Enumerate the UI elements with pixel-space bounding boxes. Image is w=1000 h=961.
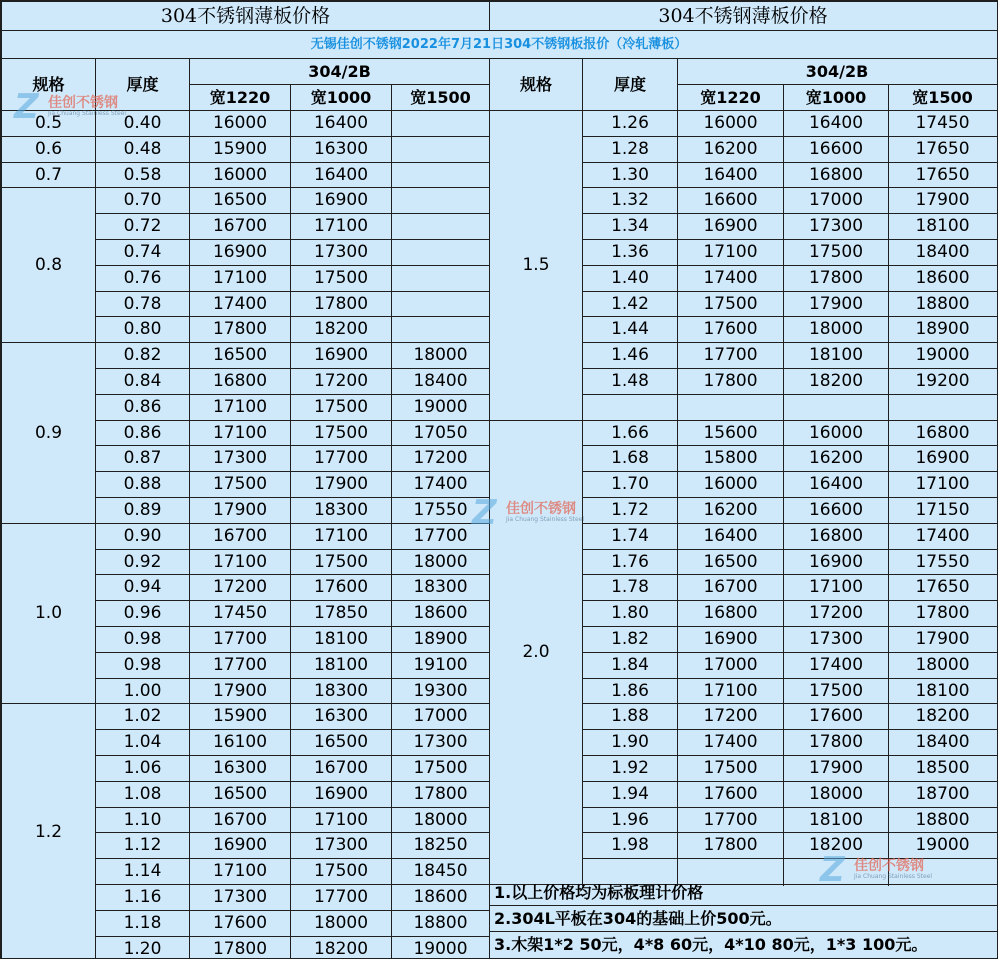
right-width-1220-cell: 17500 (703, 758, 758, 778)
right-width-1000-cell: 17900 (808, 293, 864, 314)
left-width-1500-cell (392, 163, 489, 187)
right-width-1500-cell: 17650 (915, 577, 970, 597)
right-thickness-cell: 1.66 (611, 422, 649, 443)
right-width-1000-cell: 17300 (808, 216, 864, 236)
right-width-1000-cell: 16900 (808, 551, 864, 572)
right-width-1220-cell: 17600 (703, 319, 758, 339)
left-width-1220-cell: 17700 (212, 629, 268, 649)
left-thickness-cell: 0.80 (123, 319, 162, 339)
right-width-1500-cell: 17650 (915, 139, 970, 159)
left-width-1000-cell: 17600 (313, 577, 369, 597)
right-thickness-cell: 1.32 (611, 190, 649, 210)
right-thickness-cell: 1.72 (611, 500, 649, 520)
watermark-z-icon: Z (14, 87, 39, 127)
right-thickness-cell: 1.48 (611, 371, 649, 391)
grid-line-h (0, 58, 998, 59)
left-width-1220-cell: 17100 (212, 551, 268, 572)
right-width-1500-cell: 16900 (915, 448, 970, 468)
left-width-1220-cell: 16500 (212, 345, 268, 365)
right-width-1000-cell: 17300 (808, 629, 864, 649)
grid-line-v (997, 0, 998, 959)
left-thickness-cell: 0.48 (123, 139, 162, 159)
left-thickness-cell: 0.90 (123, 526, 162, 546)
left-thickness-cell: 1.08 (123, 784, 162, 804)
left-width-1500-cell: 17500 (413, 758, 468, 778)
left-thickness-cell: 1.12 (123, 835, 162, 855)
left-thickness-cell: 0.87 (123, 448, 162, 468)
left-width-1220-cell: 15900 (212, 139, 268, 159)
left-width-1000-cell: 17500 (313, 422, 369, 443)
watermark-text: 佳创不锈钢 (506, 501, 576, 517)
right-width-1000-cell: 17500 (808, 242, 864, 262)
left-width-1000-cell: 16400 (313, 113, 369, 133)
grid-line-h (678, 84, 998, 85)
left-width-1500-cell: 19300 (413, 680, 468, 701)
right-width-1500-cell: 17900 (915, 190, 970, 210)
left-thickness-cell: 0.92 (123, 551, 162, 572)
right-thickness-cell: 1.28 (611, 139, 649, 159)
right-width-1000-cell (784, 395, 888, 420)
right-width-1500-cell: 19200 (915, 371, 970, 391)
right-thickness-cell: 1.42 (611, 293, 649, 314)
note-1: 1.以上价格均为标板理计价格 (494, 882, 704, 902)
left-width-1220-cell: 17700 (212, 655, 268, 675)
left-width-1000-cell: 18100 (313, 629, 369, 649)
left-width-1500-cell: 18900 (413, 629, 468, 649)
right-width-1500-cell: 18400 (915, 732, 970, 752)
right-header-grade: 304/2B (805, 61, 869, 81)
right-width-1500-cell: 18800 (915, 293, 970, 314)
right-width-1220-cell: 16600 (703, 190, 758, 210)
quote-subtitle: 无锡佳创不锈钢2022年7月21日304不锈钢板报价（冷轧薄板） (310, 37, 688, 52)
right-width-1500-cell: 18900 (915, 319, 970, 339)
right-width-1500-cell: 18400 (915, 242, 970, 262)
right-header-width-1500: 宽1500 (912, 87, 973, 107)
right-width-1220-cell: 17700 (703, 809, 758, 830)
right-thickness-cell: 1.46 (611, 345, 649, 365)
right-width-1500-cell: 18700 (915, 784, 970, 804)
grid-line-v (489, 0, 490, 31)
right-width-1220-cell: 16000 (703, 474, 758, 494)
right-thickness-cell: 1.88 (611, 706, 649, 726)
left-thickness-cell: 1.00 (123, 680, 162, 701)
left-thickness-cell: 1.04 (123, 732, 162, 752)
left-spec-cell: 0.5 (34, 113, 63, 133)
right-width-1220-cell: 17600 (703, 784, 758, 804)
left-width-1500-cell (392, 214, 489, 239)
left-width-1220-cell: 16100 (212, 732, 268, 752)
watermark-text: 佳创不锈钢 (854, 858, 924, 874)
right-header-width-1220: 宽1220 (700, 87, 761, 107)
right-width-1000-cell: 16000 (808, 422, 864, 443)
right-thickness-cell: 1.26 (611, 113, 649, 133)
left-width-1500-cell: 17550 (413, 500, 468, 520)
left-width-1000-cell: 17500 (313, 397, 369, 417)
left-thickness-cell: 0.86 (123, 422, 162, 443)
left-width-1220-cell: 17900 (212, 680, 268, 701)
left-width-1500-cell: 18400 (413, 371, 468, 391)
left-thickness-cell: 0.58 (123, 164, 162, 185)
note-2: 2.304L平板在304的基础上价500元。 (494, 908, 782, 928)
left-thickness-cell: 0.76 (123, 268, 162, 288)
right-width-1220-cell: 17100 (703, 680, 758, 701)
left-width-1500-cell: 18600 (413, 887, 468, 907)
right-thickness-cell: 1.86 (611, 680, 649, 701)
left-width-1220-cell: 16000 (212, 113, 268, 133)
right-width-1500-cell: 18100 (915, 216, 970, 236)
left-width-1220-cell: 16700 (212, 809, 268, 830)
right-width-1500-cell: 17100 (915, 474, 970, 494)
right-width-1220-cell: 17400 (703, 732, 758, 752)
right-width-1220-cell: 16200 (703, 139, 758, 159)
right-spec-cell: 1.5 (522, 255, 550, 275)
left-width-1000-cell: 16400 (313, 164, 369, 185)
right-width-1220-cell: 16900 (703, 629, 758, 649)
left-width-1500-cell (392, 111, 489, 136)
left-width-1220-cell: 17100 (212, 397, 268, 417)
left-thickness-cell: 0.88 (123, 474, 162, 494)
right-width-1500-cell: 17900 (915, 629, 970, 649)
left-width-1220-cell: 17100 (212, 422, 268, 443)
left-thickness-cell: 0.86 (123, 397, 162, 417)
right-width-1220-cell: 17700 (703, 345, 758, 365)
right-thickness-cell: 1.44 (611, 319, 649, 339)
left-width-1500-cell (392, 240, 489, 265)
left-width-1500-cell: 18600 (413, 603, 468, 623)
right-width-1220-cell: 16000 (703, 113, 758, 133)
left-width-1500-cell: 19100 (413, 655, 468, 675)
right-header-spec: 规格 (519, 74, 552, 94)
left-width-1220-cell: 16800 (212, 371, 268, 391)
right-header-thickness: 厚度 (613, 74, 646, 94)
left-width-1220-cell: 17300 (212, 448, 268, 468)
grid-line-h (0, 1, 998, 2)
watermark-subtext: Jia Chuang Stainless Steel (854, 873, 933, 880)
right-width-1000-cell: 18000 (808, 784, 864, 804)
right-width-1220-cell: 17200 (703, 706, 758, 726)
right-width-1500-cell: 17550 (915, 551, 970, 572)
left-width-1000-cell: 17100 (313, 526, 369, 546)
right-thickness-cell: 1.40 (611, 268, 649, 288)
left-spec-cell: 1.0 (34, 603, 63, 623)
right-width-1220-cell: 16500 (703, 551, 758, 572)
right-width-1500-cell: 19000 (915, 345, 970, 365)
left-width-1000-cell: 17500 (313, 551, 369, 572)
right-width-1500-cell: 17400 (915, 526, 970, 546)
left-thickness-cell: 0.89 (123, 500, 162, 520)
right-thickness-cell: 1.36 (611, 242, 649, 262)
right-width-1000-cell: 17000 (808, 190, 864, 210)
right-width-1500-cell: 17650 (915, 164, 970, 185)
right-thickness-cell: 1.34 (611, 216, 649, 236)
right-width-1220-cell: 16200 (703, 500, 758, 520)
right-width-1220-cell: 16400 (703, 164, 758, 185)
left-width-1500-cell: 17000 (413, 706, 468, 726)
watermark-z-icon: Z (820, 850, 845, 890)
right-width-1000-cell: 16600 (808, 139, 864, 159)
right-width-1000-cell: 16800 (808, 164, 864, 185)
left-width-1220-cell: 15900 (212, 706, 268, 726)
left-width-1500-cell: 18000 (413, 809, 468, 830)
watermark-subtext: Jia Chuang Stainless Steel (48, 110, 127, 117)
left-width-1000-cell: 17300 (313, 242, 369, 262)
right-width-1000-cell: 16800 (808, 526, 864, 546)
left-width-1220-cell: 17600 (212, 913, 268, 933)
right-thickness-cell: 1.80 (611, 603, 649, 623)
right-width-1000-cell: 18000 (808, 319, 864, 339)
left-width-1220-cell: 16900 (212, 242, 268, 262)
left-width-1500-cell (392, 266, 489, 291)
left-width-1220-cell: 16700 (212, 216, 268, 236)
left-width-1500-cell: 18300 (413, 577, 468, 597)
left-width-1000-cell: 16500 (313, 732, 369, 752)
left-width-1000-cell: 17100 (313, 216, 369, 236)
left-width-1220-cell: 16300 (212, 758, 268, 778)
left-width-1000-cell: 16900 (313, 784, 369, 804)
left-thickness-cell: 0.84 (123, 371, 162, 391)
left-width-1500-cell (392, 317, 489, 342)
left-width-1220-cell: 17200 (212, 577, 268, 597)
left-width-1500-cell: 18450 (413, 861, 468, 881)
left-header-width-1500: 宽1500 (410, 87, 471, 107)
left-width-1220-cell: 16000 (212, 164, 268, 185)
left-width-1500-cell (392, 188, 489, 213)
right-width-1220-cell: 17100 (703, 242, 758, 262)
right-width-1000-cell: 17600 (808, 706, 864, 726)
grid-line-h (0, 30, 998, 31)
right-width-1220-cell (678, 395, 783, 420)
left-header-width-1000: 宽1000 (310, 87, 372, 107)
left-width-1500-cell: 18800 (413, 913, 468, 933)
left-width-1000-cell: 16900 (313, 190, 369, 210)
right-width-1500-cell: 19000 (915, 835, 970, 855)
note-3: 3.木架1*2 50元，4*8 60元，4*10 80元，1*3 100元。 (494, 934, 928, 954)
grid-line-h (190, 84, 490, 85)
right-width-1500-cell: 17800 (915, 603, 970, 623)
left-table-title: 304不锈钢薄板价格 (160, 4, 331, 27)
right-width-1000-cell: 16600 (808, 500, 864, 520)
left-width-1220-cell: 17100 (212, 268, 268, 288)
left-header-grade: 304/2B (308, 61, 371, 81)
left-width-1500-cell: 17200 (413, 448, 468, 468)
right-width-1000-cell: 16400 (808, 113, 864, 133)
left-width-1220-cell: 16500 (212, 784, 268, 804)
right-width-1000-cell: 17800 (808, 268, 864, 288)
left-width-1000-cell: 18300 (313, 500, 369, 520)
right-header-width-1000: 宽1000 (805, 87, 867, 107)
right-thickness-cell: 1.96 (611, 809, 649, 830)
left-width-1000-cell: 18300 (313, 680, 369, 701)
left-width-1000-cell: 17200 (313, 371, 369, 391)
left-thickness-cell: 0.74 (123, 242, 162, 262)
right-width-1000-cell: 18100 (808, 809, 864, 830)
right-width-1000-cell: 17400 (808, 655, 864, 675)
right-width-1500-cell: 17150 (915, 500, 970, 520)
watermark-text: 佳创不锈钢 (48, 95, 118, 111)
right-thickness-cell: 1.94 (611, 784, 649, 804)
left-thickness-cell: 0.96 (123, 603, 162, 623)
left-width-1500-cell: 19000 (413, 397, 468, 417)
right-width-1000-cell: 17200 (808, 603, 864, 623)
right-thickness-cell (583, 395, 677, 420)
right-width-1500-cell: 18500 (915, 758, 970, 778)
right-thickness-cell: 1.92 (611, 758, 649, 778)
left-width-1000-cell: 17500 (313, 861, 369, 881)
left-width-1220-cell: 17900 (212, 500, 268, 520)
left-width-1000-cell: 18100 (313, 655, 369, 675)
left-width-1500-cell: 17800 (413, 784, 468, 804)
right-thickness-cell: 1.98 (611, 835, 649, 855)
right-width-1000-cell: 17800 (808, 732, 864, 752)
right-width-1220-cell: 15800 (703, 448, 758, 468)
left-thickness-cell: 0.40 (123, 113, 162, 133)
left-width-1220-cell: 17450 (212, 603, 268, 623)
right-width-1000-cell: 17900 (808, 758, 864, 778)
left-width-1500-cell: 18000 (413, 551, 468, 572)
right-thickness-cell: 1.68 (611, 448, 649, 468)
right-width-1220-cell: 16800 (703, 603, 758, 623)
left-thickness-cell: 1.02 (123, 706, 162, 726)
right-width-1500-cell: 17450 (915, 113, 970, 133)
right-width-1220-cell: 17500 (703, 293, 758, 314)
left-spec-cell: 0.9 (34, 422, 63, 443)
left-width-1220-cell: 16500 (212, 190, 268, 210)
right-width-1000-cell: 18100 (808, 345, 864, 365)
left-header-spec: 规格 (32, 74, 65, 94)
left-width-1000-cell: 17100 (313, 809, 369, 830)
right-width-1220-cell: 17800 (703, 371, 758, 391)
left-width-1220-cell: 17400 (212, 293, 268, 314)
left-width-1220-cell: 16900 (212, 835, 268, 855)
left-thickness-cell: 1.14 (123, 861, 162, 881)
left-width-1500-cell: 18000 (413, 345, 468, 365)
right-thickness-cell: 1.76 (611, 551, 649, 572)
right-width-1220-cell: 16700 (703, 577, 758, 597)
right-width-1500-cell: 18800 (915, 809, 970, 830)
right-thickness-cell: 1.70 (611, 474, 649, 494)
right-width-1220-cell: 16400 (703, 526, 758, 546)
left-thickness-cell: 0.98 (123, 629, 162, 649)
right-width-1000-cell: 17500 (808, 680, 864, 701)
left-width-1000-cell: 16900 (313, 345, 369, 365)
left-width-1500-cell: 17400 (413, 474, 468, 494)
left-width-1000-cell: 17300 (313, 835, 369, 855)
right-width-1000-cell: 18200 (808, 835, 864, 855)
left-thickness-cell: 1.18 (123, 913, 162, 933)
left-width-1000-cell: 17700 (313, 887, 369, 907)
left-width-1000-cell: 18000 (313, 913, 369, 933)
left-width-1220-cell: 17800 (212, 938, 268, 959)
left-width-1220-cell: 17500 (212, 474, 268, 494)
left-width-1500-cell: 19000 (413, 938, 468, 959)
right-width-1500-cell: 18000 (915, 655, 970, 675)
right-width-1500-cell: 18600 (915, 268, 970, 288)
right-width-1220-cell: 16900 (703, 216, 758, 236)
left-width-1500-cell: 17300 (413, 732, 468, 752)
right-thickness-cell: 1.82 (611, 629, 649, 649)
left-header-thickness: 厚度 (126, 74, 159, 94)
right-width-1220-cell: 17400 (703, 268, 758, 288)
left-width-1220-cell: 17800 (212, 319, 268, 339)
right-thickness-cell: 1.84 (611, 655, 649, 675)
right-width-1220-cell: 17800 (703, 835, 758, 855)
left-width-1500-cell (392, 137, 489, 162)
left-width-1000-cell: 18200 (313, 319, 369, 339)
right-width-1500-cell: 18200 (915, 706, 970, 726)
right-thickness-cell: 1.74 (611, 526, 649, 546)
left-spec-cell: 0.7 (34, 164, 63, 185)
right-width-1220-cell: 17000 (703, 655, 758, 675)
left-width-1000-cell: 17850 (313, 603, 369, 623)
left-width-1220-cell: 17300 (212, 887, 268, 907)
left-width-1500-cell (392, 292, 489, 316)
left-width-1000-cell: 18200 (313, 938, 369, 959)
left-width-1000-cell: 17700 (313, 448, 369, 468)
right-thickness-cell: 1.90 (611, 732, 649, 752)
right-table-title: 304不锈钢薄板价格 (658, 4, 828, 27)
left-thickness-cell: 1.20 (123, 938, 162, 959)
right-thickness-cell: 1.30 (611, 164, 649, 185)
right-width-1000-cell: 17100 (808, 577, 864, 597)
left-width-1000-cell: 16300 (313, 139, 369, 159)
left-spec-cell: 0.8 (34, 254, 63, 275)
right-width-1000-cell: 18200 (808, 371, 864, 391)
left-width-1500-cell: 17700 (413, 526, 468, 546)
left-thickness-cell: 1.06 (123, 758, 162, 778)
left-thickness-cell: 0.82 (123, 345, 162, 365)
left-spec-cell: 1.2 (34, 822, 63, 842)
left-thickness-cell: 0.72 (123, 216, 162, 236)
left-width-1000-cell: 17500 (313, 268, 369, 288)
right-width-1500-cell (889, 395, 996, 420)
right-width-1500-cell: 18100 (915, 680, 970, 701)
left-thickness-cell: 0.98 (123, 655, 162, 675)
left-thickness-cell: 1.10 (123, 809, 162, 830)
right-width-1500-cell: 16800 (915, 422, 970, 443)
left-thickness-cell: 0.78 (123, 293, 162, 314)
left-thickness-cell: 0.70 (123, 190, 162, 210)
left-width-1500-cell: 18250 (413, 835, 468, 855)
left-width-1220-cell: 17100 (212, 861, 268, 881)
left-width-1000-cell: 16300 (313, 706, 369, 726)
right-width-1000-cell: 16200 (808, 448, 864, 468)
right-width-1000-cell: 16400 (808, 474, 864, 494)
left-width-1220-cell: 16700 (212, 526, 268, 546)
right-thickness-cell: 1.78 (611, 577, 649, 597)
left-width-1000-cell: 16700 (313, 758, 369, 778)
right-width-1220-cell: 15600 (703, 422, 758, 443)
left-width-1000-cell: 17800 (313, 293, 369, 314)
left-header-width-1220: 宽1220 (209, 87, 271, 107)
left-width-1500-cell: 17050 (413, 422, 468, 443)
watermark-z-icon: Z (472, 493, 497, 533)
left-thickness-cell: 0.94 (123, 577, 162, 597)
right-spec-cell: 2.0 (522, 642, 550, 662)
watermark-subtext: Jia Chuang Stainless Steel (506, 516, 585, 523)
left-thickness-cell: 1.16 (123, 887, 162, 907)
left-spec-cell: 0.6 (34, 139, 63, 159)
left-width-1000-cell: 17900 (313, 474, 369, 494)
